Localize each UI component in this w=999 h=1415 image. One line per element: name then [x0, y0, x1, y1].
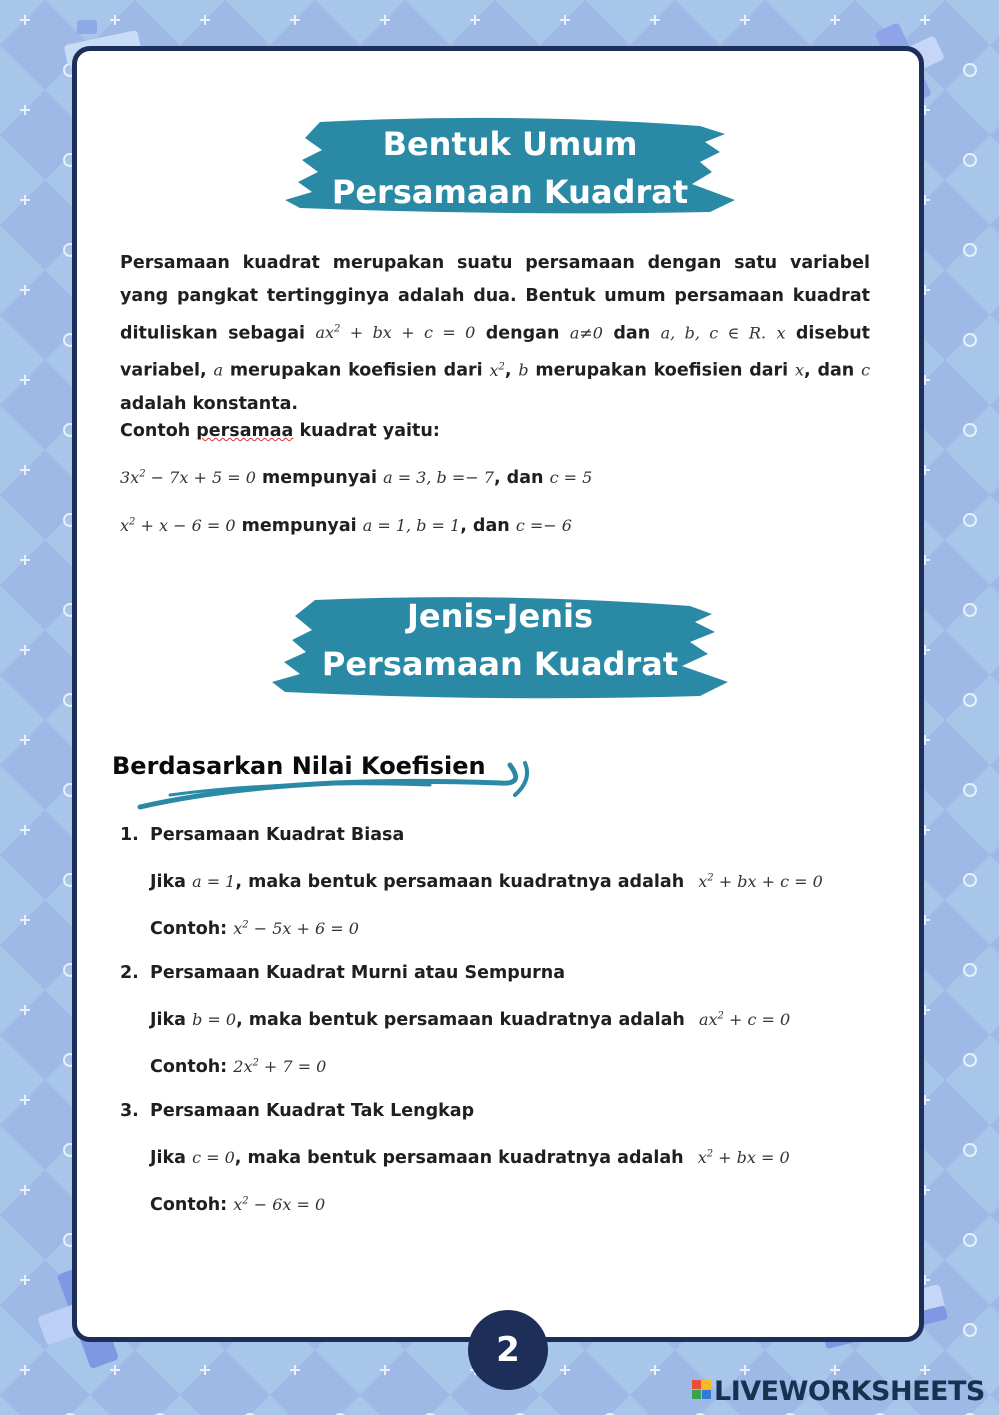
example-1: $3x^2 - 7x + 5 = 0$ mempunyai a = 3, b =− 7, dan c = 5: [120, 468, 593, 488]
var-c: c: [861, 360, 871, 380]
intro-text-7: , dan: [804, 360, 855, 381]
liveworksheets-watermark[interactable]: [690, 1374, 990, 1410]
type-1-condition: Jika a = 1, maka bentuk persamaan kuadratnya adalah $x^2$ + bx + c = 0: [150, 872, 823, 892]
intro-text-1: Persamaan kuadrat merupakan suatu persamaan dengan satu variabel yang pangkat tertingginya adalah dua. Bentuk umum persamaan kuadrat dituliskan sebagai: [120, 253, 870, 344]
intro-text-4: disebut variabel,: [120, 323, 871, 381]
banner-title-line2: Persamaan Kuadrat: [321, 645, 679, 683]
type-3-condition: Jika c = 0, maka bentuk persamaan kuadratnya adalah $x^2$ + bx = 0: [150, 1148, 790, 1168]
condition-a-nonzero: a≠0: [569, 323, 603, 343]
type-2-example: Contoh: $2x^2 + 7 = 0$: [150, 1057, 327, 1077]
intro-text-8: adalah konstanta.: [120, 393, 299, 414]
liveworksheets-logo-icon: [690, 1378, 714, 1406]
watermark-text: LIVEWORKSHEETS: [714, 1376, 985, 1407]
type-3-title: 3. Persamaan Kuadrat Tak Lengkap: [120, 1101, 475, 1121]
misspelled-word: persamaa: [196, 421, 294, 441]
var-x: x: [776, 323, 786, 343]
example-label: Contoh persamaa kuadrat yaitu:: [120, 421, 440, 441]
example-2: $x^2 + x - 6 = 0$ mempunyai a = 1, b = 1, dan c =− 6: [120, 516, 572, 536]
condition-real: a, b, c ∈ R.: [660, 323, 767, 343]
section-banner-types: [270, 592, 730, 707]
type-3-example: Contoh: $x^2 - 6x = 0$: [150, 1195, 326, 1215]
page-number: 2: [468, 1310, 548, 1390]
banner-title-line1: Bentuk Umum: [382, 125, 638, 163]
type-1-title: 1. Persamaan Kuadrat Biasa: [120, 825, 405, 845]
var-x-2: x: [794, 360, 805, 380]
var-b: b: [518, 360, 529, 380]
intro-text-3: dan: [613, 323, 651, 344]
banner-title-line1: Jenis-Jenis: [406, 597, 594, 635]
general-form-equation: $ax^2$ + bx + c = 0: [315, 323, 476, 343]
intro-text-6: merupakan koefisien dari: [535, 360, 789, 381]
type-2-condition: Jika b = 0, maka bentuk persamaan kuadratnya adalah $ax^2 + c = 0$: [150, 1010, 791, 1030]
intro-paragraph: Persamaan kuadrat merupakan suatu persamaan dengan satu variabel yang pangkat tertingginya adalah dua. Bentuk umum persamaan kuadrat dituliskan sebagai $ax^2$ + bx + c = 0 dengan a≠0 dan a, b, c ∈ R. x disebut variabel, a merupakan koefisien dari $x^2$, b merupakan koefisien dari x, dan c adalah konstanta.: [120, 253, 871, 414]
subheading-coefficient: Berdasarkan Nilai Koefisien: [112, 752, 486, 780]
var-a: a: [213, 360, 224, 380]
intro-text-5: merupakan koefisien dari: [229, 360, 483, 381]
section-banner-general-form: [280, 112, 740, 222]
var-x-squared: $x^2$: [489, 360, 505, 380]
intro-text-2: dengan: [485, 323, 560, 344]
subheading-swoosh: [130, 755, 540, 815]
banner-title-line2: Persamaan Kuadrat: [331, 173, 689, 211]
type-1-example: Contoh: $x^2 - 5x + 6 = 0$: [150, 919, 359, 939]
type-2-title: 2. Persamaan Kuadrat Murni atau Sempurna: [120, 963, 566, 983]
